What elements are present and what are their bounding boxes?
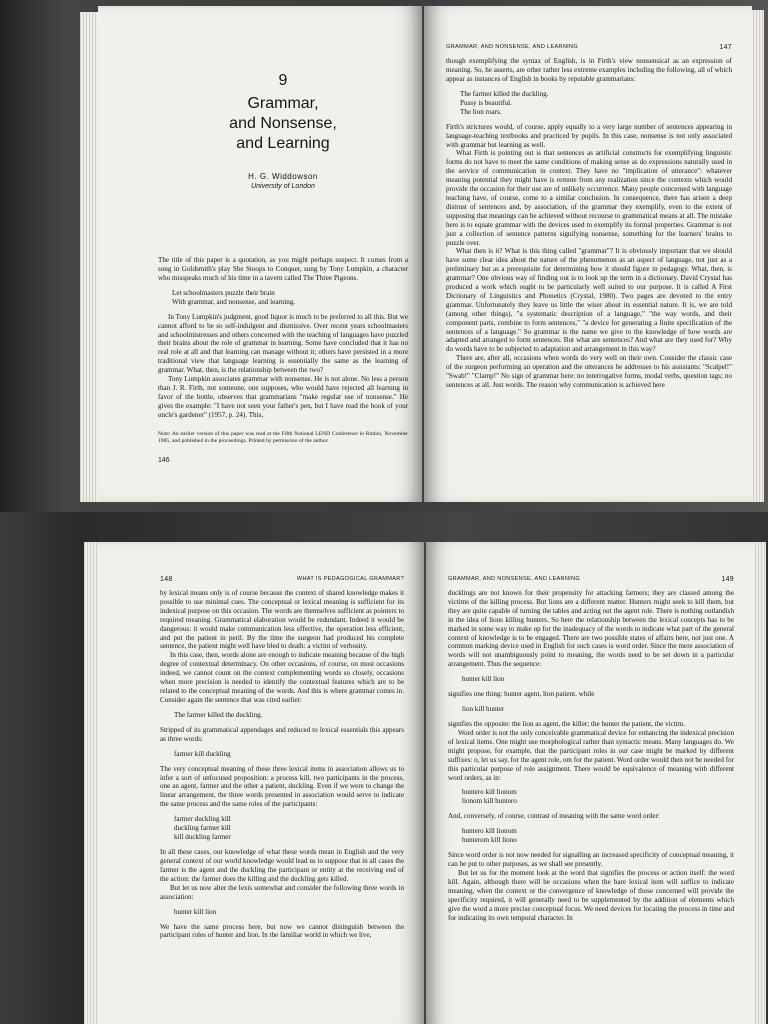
chapter-title-line: and Nonsense,: [229, 115, 337, 132]
example-sentence: duckling farmer kill: [174, 824, 231, 833]
running-head-title: WHAT IS PEDAGOGICAL GRAMMAR?: [296, 576, 404, 582]
example-sentence: hunter kill lion: [462, 675, 505, 684]
quote-line: With grammar, and nonsense, and learning.: [172, 297, 296, 306]
paragraph: Word order is not the only conceivable grammatical device for enhancing the indexical precision of lexical items. One might use morphological rather than syntactic means. Many languages do. We might propose, for example, that the participant roles in our case might be marked by different suffixes: o, let us say, for the agent role, om for the patient. Word order would then not be needed for this particular purpose of role assignment. There would be equivalence of meaning with different word orders, as in:: [448, 728, 734, 782]
example-sentence: The farmer killed the duckling.: [174, 710, 263, 719]
running-head: [446, 44, 732, 51]
paragraph: There are, after all, occasions when words do very well on their own. Consider the classic case of the surgeon performing an operation and the utterances he addresses to his assistants: "Scalpel!" "Swab!" "Clamp!" No sign of grammar here: no interrogative forms, modal verbs, question tags; no sentences at all. Just words. The reason why communication is achieved here: [446, 354, 732, 389]
paragraph: The title of this paper is a quotation, as you might perhaps suspect. It comes from a song in Goldsmith's play She Stoops to Conquer, sung by Tony Lumpkin, a character who misspeaks much of his time in a tavern called The Three Pigeons.: [158, 256, 408, 282]
page-number: 149: [721, 576, 734, 583]
paragraph: signifies the opposite: the lion as agent, the killer; the hunter the patient, the victim.: [448, 720, 685, 729]
example-sentence: huntero kill lionom: [462, 827, 517, 836]
page-148: [98, 542, 424, 1024]
paragraph: though exemplifying the syntax of English, is in Firth's view nonsensical as an expression of meaning. So, he asserts, are other rather less extreme examples including the following, all of which appear as instances of English in books by reputable grammarians:: [446, 57, 732, 83]
footnote: Note: An earlier version of this paper was read at the Fifth National LEND Conference in Rimini, November 1985, and published in the proceedings. Printed by permission of the author.: [158, 431, 408, 445]
paragraph: What then is it? What is this thing called "grammar"? It is obviously important that we should have some clear idea about the nature of the phenomenon as an aspect of language, not just as a preliminary but as a prerequisite for determining how it should figure in pedagogy. What, then, is grammar? One obvious way of finding out is to look up the term in a dictionary. David Crystal has produced a work which ought to be particularly well suited to our purpose. It is called A First Dictionary of Linguistics and Phonetics (Crystal, 1980). Two pages are devoted to the entry grammar. Unfortunately they leave us little the wiser about its essential nature. It is, we are told (among other things), "a systematic description of a language," "the way words, and their component parts, combine to form sentences," "a device for generating a finite specification of the sentences of a language." So grammar is the name we give to the knowledge of how words are adapted and arranged to form sentences. But what are sentences? And what are they used for? Why do words have to be subjected to adaptation and arrangement in this way?: [446, 247, 732, 354]
bottom-spread-photo: [0, 512, 768, 1024]
paragraph: Firth's strictures would, of course, apply equally to a very large number of sentences appearing in language-teaching textbooks and practiced by pupils. In this case, nonsense is not only associated with grammar but learning as well.: [446, 122, 732, 149]
page-number: 148: [160, 576, 173, 583]
example-sentence: hunterom kill liono: [462, 836, 517, 845]
paragraph: Since word order is not now needed for signalling an increased specificity of conceptual meaning, it can be put to other purposes, as we shall see presently.: [448, 851, 734, 869]
page-146: [98, 6, 422, 502]
affiliation: University of London: [251, 183, 315, 190]
example-sentence: huntero kill lionom: [462, 788, 517, 797]
chapter-title-line: and Learning: [236, 135, 330, 152]
example-sentence: farmer duckling kill: [174, 815, 231, 824]
example-sentence: The farmer killed the duckling.: [460, 89, 549, 98]
paragraph: We have the same process here, but now we cannot distinguish between the participant roles of hunter and lion. In the familiar world in which we live,: [160, 922, 404, 940]
example-sentence: The lion roars.: [460, 107, 502, 116]
page-147: [424, 6, 752, 502]
paragraph: The very conceptual meaning of these three lexical items in association allows us to infer a sort of unfocused proposition: a process kill, two participants in the process, one an agent, farmer and the other a patient, duckling. Even if we were to change the linear arrangement, the three words presented in association would serve to indicate the same process and the same roles of the participants:: [160, 764, 404, 809]
chapter-title-line: Grammar,: [247, 95, 319, 112]
running-head-title: GRAMMAR, AND NONSENSE, AND LEARNING: [448, 576, 581, 582]
paragraph: by lexical means only is of course because the context of shared knowledge makes it possible to use minimal cues. The conceptual or lexical meaning is sufficient for its indexical purpose on this occasion. The words are themselves sufficient as pointers to required meaning. Grammatical elaboration would be redundant. Indeed it would be dangerous: it would make communication less effective, the operation less efficient, and put the patient in peril. By the time the surgeon had produced his complete sentence, the patient might well have bled to death: a victim of verbosity.: [160, 589, 404, 651]
example-sentence: Pussy is beautiful.: [460, 98, 512, 107]
paragraph: In this case, then, words alone are enough to indicate meaning because of the high degree of contextual determinacy. On other occasions, of course, on most occasions indeed, we cannot count on the context complementing words so closely, occasions when more precision is needed to identify the contextual features which are to be related to the conceptual meaning of the words. And this is where grammar comes in. Consider again the sentence that was cited earlier:: [160, 651, 404, 704]
paragraph: But let us now alter the lexis somewhat and consider the following three words in association:: [160, 883, 404, 901]
quote-line: Let schoolmasters puzzle their brain: [172, 288, 275, 297]
paragraph: What Firth is pointing out is that sentences as artificial constructs for exemplifying linguistic forms do not have to meet the same conditions of making sense as do expressions naturally used in the service of communication in context. They have no "implication of utterance": whatever meaning potential they might have is remote from any realization since the contexts which would provide the occasion for their use are of unlikely occurrence. Many people concerned with language teaching have, of course, come to a similar conclusion. In consequence, there has arisen a deep distrust of sentences and, by association, of the grammar they exemplify, even to the extent of supposing that meanings can be achieved without recourse to grammatical means at all. The mistake here is to equate grammar with the devices used to exemplify its formal properties. Grammar is not just a collection of sentence patterns signifying nonsense, something for the learners' brains to puzzle over.: [446, 149, 732, 247]
running-head: [160, 576, 404, 583]
example-sentence: kill duckling farmer: [174, 833, 231, 842]
example-sentence: farmer kill duckling: [174, 749, 231, 758]
page-edges-right: [750, 10, 764, 502]
paragraph: And, conversely, of course, contrast of meaning with the same word order:: [448, 812, 660, 821]
paragraph: signifies one thing: hunter agent, lion patient, while: [448, 690, 595, 699]
paragraph: In Tony Lumpkin's judgment, good liquor is much to be preferred to all this. But we cannot afford to be so self-indulgent and dismissive. Over recent years schoolmasters and schoolmistresses and others concerned with the teaching of languages have puzzled their brains about the role of grammar in learning. Some have concluded that it has no real role at all and that learning can manage without it; others have persisted in a more traditional view that language learning is essentially the same as the learning of grammar. What, then, is the relationship between the two?: [158, 312, 408, 375]
page-number: 146: [158, 456, 170, 464]
paragraph: But let us for the moment look at the word that signifies the process or action itself: the word kill. Again, although there will be occasions when the bare lexical item will suffice to indicate meaning, when the context or the convergence of knowledge of those concerned will provide the specificity required, it will generally need to be supplemented by the addition of elements which give the word a more precise conceptual focus. We need devices for locating the process in time and for indicating its own temporal character. In: [448, 869, 734, 922]
paragraph: In all these cases, our knowledge of what these words mean in English and the very general context of our world knowledge would lead us to suppose that in all cases the farmer is the agent and the duckling the participant or entity at the receiving end of the action: the farmer does the killing and the duckling gets killed.: [160, 848, 404, 883]
running-head: [448, 576, 734, 583]
paragraph: Tony Lumpkin associates grammar with nonsense. He is not alone. No less a person than J. R. Firth, not someone, one supposes, who would have rejected all learning in favor of the bottle, observes that grammarians "make regular use of nonsense." He gives the example: "I have not seen your father's pen, but I have read the book of your uncle's gardener" (1957, p. 24). This,: [158, 375, 408, 419]
paragraph: ducklings are not known for their propensity for attacking farmers; they are classed among the victims of the killing process. But lions are a different matter. Hunters might seek to kill them, but they are quite capable of turning the tables and acting out the agent role. There is nothing outlandish in the idea of lions killing hunters. So here the relationship between the lexical concepts has to be marked in some way to make up for the inadequacy of the words to indicate what part of the general context of knowledge is to be engaged. There are two possible states of affairs here, not just one. A common marking device used in English for such cases is word order. Since the mere association of words will not unambiguously point to meaning, the words need to be set down in a particular arrangement. Thus the sequence:: [448, 589, 734, 669]
example-sentence: lion kill hunter: [462, 705, 505, 714]
page-edges-right: [752, 542, 766, 1024]
example-sentence: lionom kill huntero: [462, 797, 517, 806]
example-sentence: hunter kill lion: [174, 907, 217, 916]
running-head-title: GRAMMAR, AND NONSENSE, AND LEARNING: [446, 44, 579, 50]
paragraph: Stripped of its grammatical appendages and reduced to lexical essentials this appears as three words:: [160, 725, 404, 743]
author: H. G. Widdowson: [248, 172, 318, 181]
page-149: [426, 542, 754, 1024]
page-number: 147: [719, 44, 732, 51]
chapter-number: 9: [278, 72, 288, 89]
page-edges-left: [80, 12, 100, 502]
